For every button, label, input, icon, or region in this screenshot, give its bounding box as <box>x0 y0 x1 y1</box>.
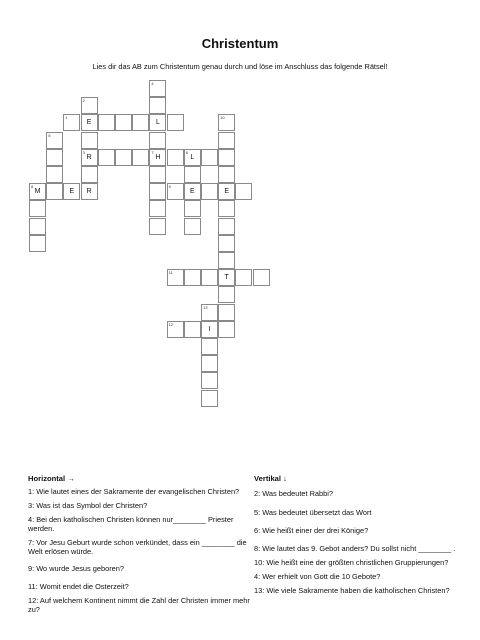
crossword-cell[interactable] <box>218 218 235 235</box>
crossword-cell[interactable] <box>81 97 98 114</box>
clue-v-8: 8: Wie lautet das 9. Gebot anders? Du sollst nicht ________ . <box>254 544 456 553</box>
vertical-clues <box>254 474 458 600</box>
clue-number: 6 <box>185 149 189 155</box>
vertical-heading: Vertikal ↓ <box>254 474 287 483</box>
clue-number: 8 <box>31 184 34 190</box>
cell-letter: M <box>34 188 41 196</box>
crossword-cell[interactable] <box>167 149 184 166</box>
clue-number: 10 <box>220 115 225 121</box>
clue-number: 3 <box>82 149 85 155</box>
clue-h-7: 7: Vor Jesu Geburt wurde schon verkündet, dass ein ________ die Welt erlösen würde. <box>28 538 247 556</box>
crossword-cell[interactable] <box>218 149 235 166</box>
crossword-cell[interactable] <box>184 183 201 200</box>
crossword-cell[interactable] <box>218 252 235 269</box>
crossword-cell[interactable] <box>218 235 235 252</box>
crossword-cell[interactable] <box>81 132 98 149</box>
crossword-cell[interactable] <box>201 269 218 286</box>
clue-h-3: 3: Was ist das Symbol der Christen? <box>28 501 148 510</box>
crossword-cell[interactable] <box>149 132 166 149</box>
crossword-cell[interactable] <box>201 390 218 407</box>
crossword-cell[interactable] <box>29 183 46 200</box>
crossword-cell[interactable] <box>167 114 184 131</box>
clue-h-4: 4: Bei den katholischen Christen können nur________ Priester werden. <box>28 515 234 533</box>
clue-h-12: 12: Auf welchem Kontinent nimmt die Zahl der Christen immer mehr zu? <box>28 596 250 614</box>
crossword-cell[interactable] <box>184 321 201 338</box>
clue-number: 12 <box>168 321 174 327</box>
crossword-cell[interactable] <box>46 166 63 183</box>
cell-letter: R <box>86 188 92 196</box>
clue-v-6: 6: Wie heißt einer der drei Könige? <box>254 526 369 535</box>
crossword-cell[interactable] <box>184 218 201 235</box>
clue-v-13: 13: Wie viele Sakramente haben die katholischen Christen? <box>254 586 450 595</box>
crossword-cell[interactable] <box>81 166 98 183</box>
crossword-cell[interactable] <box>98 149 115 166</box>
cell-letter: E <box>224 188 230 196</box>
crossword-cell[interactable] <box>115 114 132 131</box>
crossword-cell[interactable] <box>184 269 201 286</box>
crossword-cell[interactable] <box>218 200 235 217</box>
crossword-cell[interactable] <box>201 372 218 389</box>
crossword-cell[interactable] <box>149 97 166 114</box>
clue-h-9: 9: Wo wurde Jesus geboren? <box>28 564 124 573</box>
cell-letter: R <box>86 153 92 161</box>
crossword-cell[interactable] <box>218 321 235 338</box>
crossword-cell[interactable] <box>218 269 235 286</box>
crossword-cell[interactable] <box>201 321 218 338</box>
crossword-cell[interactable] <box>149 183 166 200</box>
crossword-cell[interactable] <box>149 218 166 235</box>
crossword-cell[interactable] <box>46 132 63 149</box>
crossword-cell[interactable] <box>46 149 63 166</box>
cell-letter: H <box>155 153 161 161</box>
crossword-cell[interactable] <box>149 166 166 183</box>
crossword-cell[interactable] <box>46 183 63 200</box>
clue-number: 9 <box>168 184 171 190</box>
crossword-cell[interactable] <box>149 80 166 97</box>
crossword-cell[interactable] <box>218 286 235 303</box>
clue-h-11: 11: Womit endet die Osterzeit? <box>28 582 129 591</box>
clue-v-4: 4: Wer erhielt von Gott die 10 Gebote? <box>254 572 381 581</box>
clue-v-5: 5: Was bedeutet übersetzt das Wort <box>254 508 372 517</box>
crossword-cell[interactable] <box>63 114 80 131</box>
cell-letter: E <box>69 188 75 196</box>
crossword-cell[interactable] <box>235 269 252 286</box>
crossword-cell[interactable] <box>253 269 270 286</box>
cell-letter: L <box>155 119 160 127</box>
crossword-cell[interactable] <box>81 183 98 200</box>
crossword-cell[interactable] <box>201 304 218 321</box>
crossword-cell[interactable] <box>132 149 149 166</box>
clue-number: 7 <box>151 149 154 155</box>
crossword-cell[interactable] <box>218 166 235 183</box>
clue-v-10: 10: Wie heißt eine der größten christlichen Gruppierungen? <box>254 558 449 567</box>
crossword-cell[interactable] <box>201 149 218 166</box>
horizontal-clues <box>28 474 250 619</box>
cell-letter: E <box>86 119 92 127</box>
clue-number: 11 <box>168 270 173 276</box>
crossword-cell[interactable] <box>184 149 201 166</box>
crossword-cell[interactable] <box>167 183 184 200</box>
crossword-cell[interactable] <box>29 218 46 235</box>
crossword-cell[interactable] <box>98 114 115 131</box>
crossword-cell[interactable] <box>201 355 218 372</box>
crossword-cell[interactable] <box>218 114 235 131</box>
clue-number: 13 <box>203 304 208 310</box>
clue-number: 1 <box>65 115 68 121</box>
crossword-cell[interactable] <box>132 114 149 131</box>
crossword-cell[interactable] <box>201 183 218 200</box>
cell-letter: T <box>224 274 229 282</box>
crossword-cell[interactable] <box>149 200 166 217</box>
crossword-cell[interactable] <box>235 183 252 200</box>
crossword-cell[interactable] <box>167 269 184 286</box>
crossword-cell[interactable] <box>201 338 218 355</box>
crossword-cell[interactable] <box>218 304 235 321</box>
clue-v-2: 2: Was bedeutet Rabbi? <box>254 489 334 498</box>
crossword-cell[interactable] <box>218 183 235 200</box>
instructions: Lies dir das AB zum Christentum genau durch und löse im Anschluss das folgende Rätsel! <box>92 62 388 71</box>
page-title: Christentum <box>201 36 279 51</box>
crossword-cell[interactable] <box>29 235 46 252</box>
cell-letter: E <box>189 188 195 196</box>
cell-letter: I <box>208 325 211 333</box>
crossword-cell[interactable] <box>184 166 201 183</box>
crossword-cell[interactable] <box>167 321 184 338</box>
clue-number: 4 <box>151 81 154 86</box>
crossword-cell[interactable] <box>149 149 166 166</box>
clue-number: 5 <box>48 132 51 138</box>
crossword-cell[interactable] <box>81 149 98 166</box>
crossword-cell[interactable] <box>29 200 46 217</box>
clue-h-1: 1: Wie lautet eines der Sakramente der evangelischen Christen? <box>28 487 240 496</box>
crossword-cell[interactable] <box>63 183 80 200</box>
crossword-cell[interactable] <box>115 149 132 166</box>
clue-number: 2 <box>82 98 85 104</box>
crossword-cell[interactable] <box>218 132 235 149</box>
crossword-cell[interactable] <box>149 114 166 131</box>
horizontal-heading: Horizontal → <box>28 474 75 483</box>
crossword-cell[interactable] <box>81 114 98 131</box>
crossword-cell[interactable] <box>184 200 201 217</box>
cell-letter: L <box>190 153 195 161</box>
